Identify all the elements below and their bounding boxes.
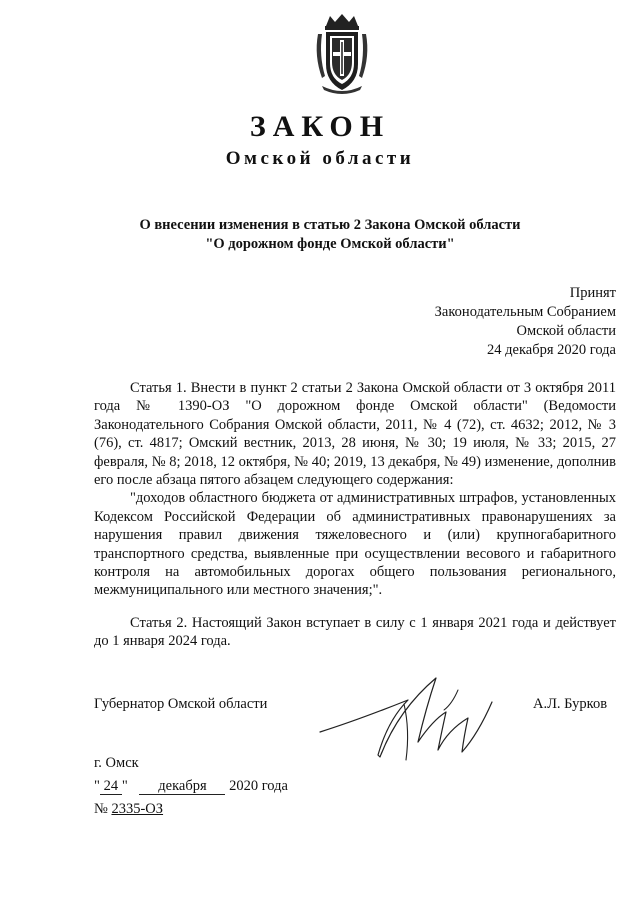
date-quote-open: "	[94, 778, 100, 794]
adoption-line1: Принят	[569, 285, 616, 301]
law-number-row	[94, 798, 288, 821]
adoption-line2: Законодательным Собранием	[434, 304, 616, 320]
adoption-block	[435, 284, 616, 360]
document-subtitle: Омской области	[225, 148, 415, 169]
article-1: Статья 1. Внести в пункт 2 статьи 2 Закона Омской области от 3 октября 2011 года № 1390-ОЗ "О дорожном фонде Омской области" (Ведомости Законодательного Собрания Омской области, 2011, № 4 (72), ст. 4632; 2012, № 3 (76), ст. 4817; Омский вестник, 2013, 28 июня, № 30; 19 июля, № 33; 2015, 27 февраля, № 8; 2018, 12 октября, № 40; 2019, 13 декабря, № 49) изменение, дополнив его после абзаца пятого абзацем следующего содержания:	[94, 380, 616, 489]
date-month: декабря	[139, 779, 225, 795]
signing-place: г. Омск	[94, 755, 139, 771]
governor-title: Губернатор Омской области	[94, 696, 268, 712]
adoption-line3: Омской области	[516, 323, 616, 339]
article-2: Статья 2. Настоящий Закон вступает в силу с 1 января 2021 года и действует до 1 января 2024 года.	[94, 614, 616, 650]
date-day: 24	[100, 779, 122, 795]
signing-date	[94, 775, 288, 798]
adoption-date: 24 декабря 2020 года	[487, 342, 616, 358]
coat-of-arms-icon	[312, 12, 372, 96]
number-sign: №	[94, 801, 108, 817]
date-quote-close: "	[121, 778, 128, 794]
law-body	[94, 379, 616, 651]
date-year: 2020 года	[229, 778, 288, 794]
signing-details	[94, 752, 288, 821]
law-heading	[40, 216, 620, 254]
document-title: ЗАКОН	[249, 110, 391, 143]
signature-icon	[318, 660, 528, 770]
law-heading-line2: "О дорожном фонде Омской области"	[205, 236, 455, 252]
law-number: 2335-ОЗ	[111, 801, 164, 817]
governor-name: А.Л. Бурков	[533, 696, 608, 712]
article-1-quote: "доходов областного бюджета от административных штрафов, установленных Кодексом Российской Федерации об административных правонарушениях за нарушения правил движения тяжеловесного и (или) крупногабаритного транспортного средства, выявленные при осуществлении весового и габаритного контроля на автомобильных дорогах общего пользования регионального, межмуниципального или местного значения;".	[94, 490, 616, 599]
law-heading-line1: О внесении изменения в статью 2 Закона Омской области	[139, 217, 521, 233]
